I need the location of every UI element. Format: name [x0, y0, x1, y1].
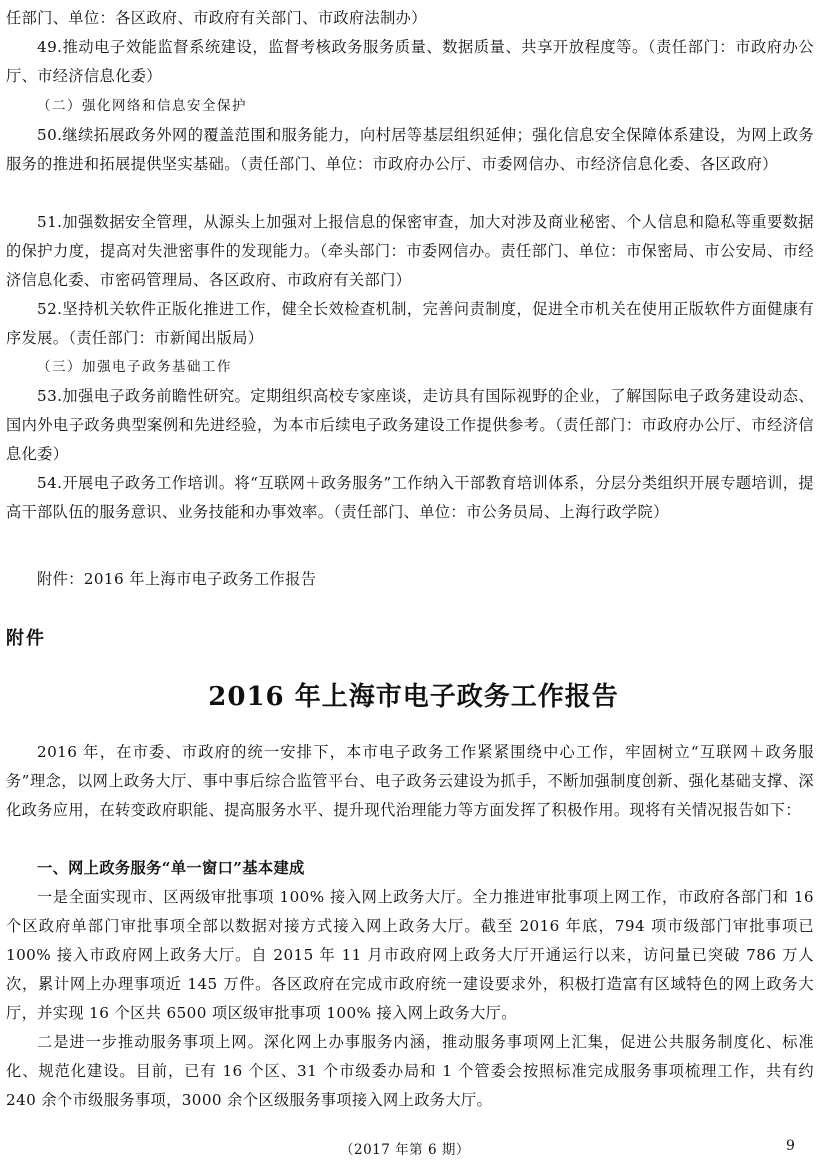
report-para-1: 一是全面实现市、区两级审批事项 100% 接入网上政务大厅。全力推进审批事项上网工作，市政府各部门和 16 个区政府单部门审批事项全部以数据对接方式接入网上政务大厅。截至 2016 年底，794 项市级部门审批事项已 100% 接入市政府网上政务大厅。自 2015 年 11 月市政府网上政务大厅开通运行以来，访问量已突破 786 万人次，累计网上办理事项近 145 万件。各区政府在完成市政府统一建设要求外，积极打造富有区域特色的网上政务大厅，并实现 16 个区共 6500 项区级审批事项 100% 接入网上政务大厅。: [6, 888, 814, 1022]
para-item-54: 54.开展电子政务工作培训。将“互联网＋政务服务”工作纳入干部教育培训体系，分层分类组织开展专题培训，提高干部队伍的服务意识、业务技能和办事效率。（责任部门、单位：市公务员局、上海行政学院）: [6, 474, 814, 521]
para-item-52: 52.坚持机关软件正版化推进工作，健全长效检查机制，完善问责制度，促进全市机关在使用正版软件方面健康有序发展。（责任部门：市新闻出版局）: [6, 300, 814, 347]
para-continuation: 任部门、单位：各区政府、市政府有关部门、市政府法制办）: [6, 9, 427, 27]
report-para-2: 二是进一步推动服务事项上网。深化网上办事服务内涵，推动服务事项网上汇集，促进公共服务制度化、标准化、规范化建设。目前，已有 16 个区、31 个市级委办局和 1 个管委会按照标准完成服务事项梳理工作，共有约 240 余个市级服务事项，3000 余个区级服务事项接入网上政务大厅。: [6, 1033, 814, 1109]
subheading-network-security: （二）强化网络和信息安全保护: [37, 98, 247, 114]
para-item-53: 53.加强电子政务前瞻性研究。定期组织高校专家座谈，走访具有国际视野的企业，了解国际电子政务建设动态、国内外电子政务典型案例和先进经验，为本市后续电子政务建设工作提供参考。（责任部门：市政府办公厅、市经济信息化委）: [6, 387, 814, 463]
page-number: 9: [786, 1138, 795, 1154]
attachment-note: 附件：2016 年上海市电子政务工作报告: [37, 570, 317, 588]
para-item-50: 50.继续拓展政务外网的覆盖范围和服务能力，向村居等基层组织延伸；强化信息安全保障体系建设，为网上政务服务的推进和拓展提供坚实基础。（责任部门、单位：市政府办公厅、市委网信办、市经济信息化委、各区政府）: [6, 126, 814, 173]
subheading-egov-foundation: （三）加强电子政务基础工作: [37, 359, 232, 375]
para-item-51: 51.加强数据安全管理，从源头上加强对上报信息的保密审查，加大对涉及商业秘密、个人信息和隐私等重要数据的保护力度，提高对失泄密事件的发现能力。（牵头部门：市委网信办。责任部门、单位：市保密局、市公安局、市经济信息化委、市密码管理局、各区政府、市政府有关部门）: [6, 213, 814, 289]
report-title: 2016 年上海市电子政务工作报告: [208, 682, 619, 712]
issue-footer: （2017 年第 6 期）: [340, 1142, 470, 1158]
para-item-49: 49.推动电子效能监督系统建设，监督考核政务服务质量、数据质量、共享开放程度等。（责任部门：市政府办公厅、市经济信息化委）: [6, 38, 814, 85]
report-intro: 2016 年，在市委、市政府的统一安排下，本市电子政务工作紧紧围绕中心工作，牢固树立“互联网＋政务服务”理念，以网上政务大厅、事中事后综合监管平台、电子政务云建设为抓手，不断加强制度创新、强化基础支撑、深化政务应用，在转变政府职能、提高服务水平、提升现代治理能力等方面发挥了积极作用。现将有关情况报告如下：: [6, 743, 814, 819]
annex-heading: 附件: [6, 628, 46, 649]
report-section-1-heading: 一、网上政务服务“单一窗口”基本建成: [37, 859, 305, 877]
